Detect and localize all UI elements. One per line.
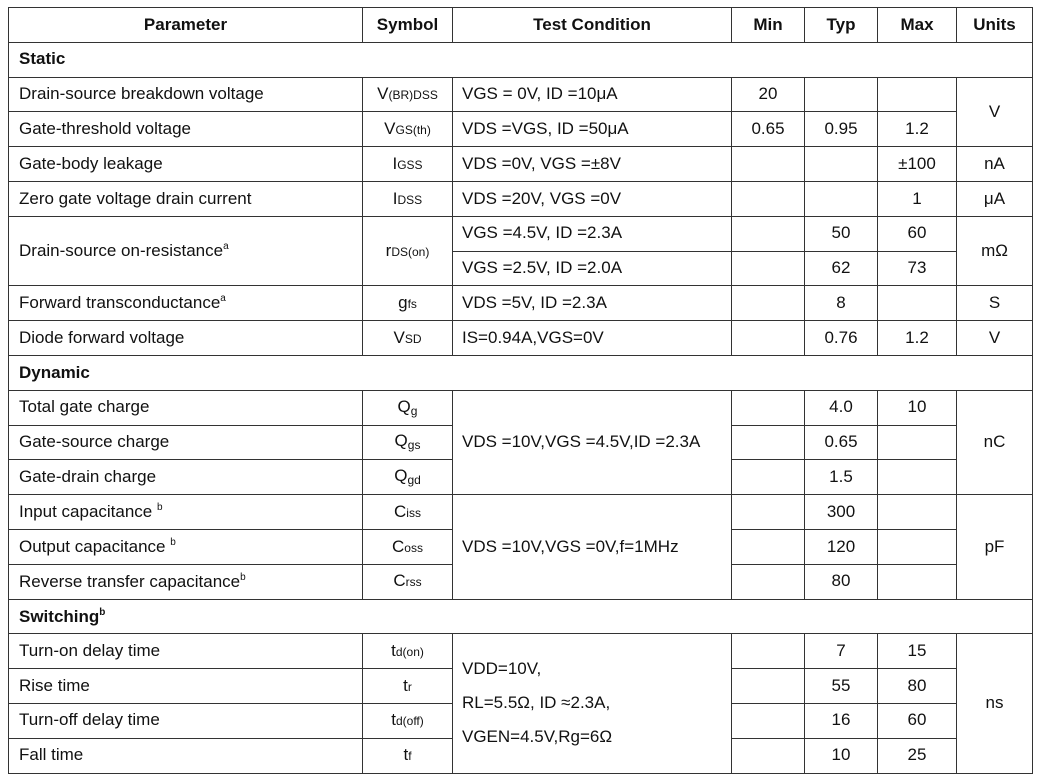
footnote-marker: b	[240, 571, 246, 583]
max-cell	[878, 425, 957, 460]
typ-cell: 4.0	[805, 390, 878, 425]
symbol-sub: DS(on)	[391, 244, 430, 259]
section-row	[9, 599, 1033, 634]
table-row	[9, 634, 1033, 669]
table-row	[9, 181, 1033, 216]
min-cell	[732, 425, 805, 460]
condition-cell: VDS =5V, ID =2.3A	[453, 286, 732, 321]
condition-cell: IS=0.94A,VGS=0V	[453, 321, 732, 356]
max-cell: 15	[878, 634, 957, 669]
param-cell	[9, 495, 363, 530]
symbol-cell	[363, 77, 453, 112]
max-cell	[878, 77, 957, 112]
header-parameter: Parameter	[9, 8, 363, 43]
footnote-marker: b	[170, 537, 176, 548]
header-max: Max	[878, 8, 957, 43]
param-cell: Diode forward voltage	[9, 321, 363, 356]
min-cell	[732, 634, 805, 669]
condition-cell: VGS =2.5V, ID =2.0A	[453, 251, 732, 286]
symbol-cell	[363, 286, 453, 321]
param-cell: Turn-on delay time	[9, 634, 363, 669]
symbol-main: Q	[394, 466, 408, 486]
table-row	[9, 495, 1033, 530]
param-text: Input capacitance	[19, 502, 153, 522]
symbol-main: V	[377, 84, 389, 104]
symbol-cell	[363, 495, 453, 530]
symbol-cell	[363, 181, 453, 216]
unit-cell: nC	[957, 390, 1033, 494]
typ-cell: 1.5	[805, 460, 878, 495]
unit-cell: μA	[957, 181, 1033, 216]
max-cell	[878, 495, 957, 530]
header-units: Units	[957, 8, 1033, 43]
max-cell: 1.2	[878, 112, 957, 147]
condition-line: VDD=10V,	[462, 659, 542, 679]
symbol-cell	[363, 321, 453, 356]
typ-cell	[805, 77, 878, 112]
max-cell: 80	[878, 669, 957, 704]
param-cell	[9, 286, 363, 321]
symbol-sub: d(off)	[395, 714, 424, 729]
max-cell: 60	[878, 703, 957, 738]
symbol-main: Q	[394, 431, 408, 451]
symbol-main: C	[392, 536, 405, 556]
min-cell	[732, 147, 805, 182]
param-text: Output capacitance	[19, 537, 166, 556]
table-row	[9, 147, 1033, 182]
footnote-marker: b	[157, 502, 163, 514]
param-cell: Fall time	[9, 738, 363, 773]
section-switching	[9, 599, 1033, 634]
symbol-sub: iss	[406, 505, 421, 520]
typ-cell	[805, 181, 878, 216]
symbol-sub: g	[410, 403, 418, 418]
unit-cell: nA	[957, 147, 1033, 182]
max-cell	[878, 529, 957, 564]
condition-cell: VDS =10V,VGS =0V,f=1MHz	[453, 495, 732, 599]
symbol-sub: rss	[405, 575, 422, 590]
min-cell	[732, 460, 805, 495]
min-cell	[732, 390, 805, 425]
max-cell: 1.2	[878, 321, 957, 356]
max-cell	[878, 286, 957, 321]
symbol-main: I	[392, 153, 398, 173]
condition-line: VGEN=4.5V,Rg=6Ω	[462, 727, 613, 747]
symbol-main: r	[385, 240, 392, 260]
symbol-main: t	[391, 710, 396, 730]
table-row	[9, 77, 1033, 112]
table-row	[9, 112, 1033, 147]
symbol-cell	[363, 390, 453, 425]
condition-cell: VDS =VGS, ID =50μA	[453, 112, 732, 147]
section-row	[9, 355, 1033, 390]
symbol-main: g	[398, 292, 408, 312]
unit-cell: V	[957, 77, 1033, 147]
section-dynamic: Dynamic	[9, 355, 1033, 390]
typ-cell: 300	[805, 495, 878, 530]
symbol-cell	[363, 425, 453, 460]
symbol-cell	[363, 564, 453, 599]
condition-cell: VGS =4.5V, ID =2.3A	[453, 216, 732, 251]
condition-cell: VDS =20V, VGS =0V	[453, 181, 732, 216]
symbol-sub: d(on)	[395, 644, 424, 659]
symbol-sub: DSS	[397, 192, 423, 207]
typ-cell: 7	[805, 634, 878, 669]
max-cell	[878, 564, 957, 599]
typ-cell: 0.65	[805, 425, 878, 460]
min-cell	[732, 251, 805, 286]
min-cell	[732, 564, 805, 599]
symbol-sub: f	[408, 749, 412, 764]
param-text: Drain-source on-resistance	[19, 241, 224, 261]
symbol-sub: r	[407, 679, 412, 694]
param-cell: Gate-body leakage	[9, 147, 363, 182]
param-cell: Zero gate voltage drain current	[9, 181, 363, 216]
spec-table	[8, 7, 1033, 774]
unit-cell: pF	[957, 495, 1033, 599]
symbol-main: V	[384, 118, 396, 138]
section-row	[9, 42, 1033, 77]
max-cell: 1	[878, 181, 957, 216]
min-cell	[732, 529, 805, 564]
param-cell: Total gate charge	[9, 390, 363, 425]
typ-cell: 8	[805, 286, 878, 321]
unit-cell: ns	[957, 634, 1033, 773]
typ-cell: 0.95	[805, 112, 878, 147]
symbol-cell	[363, 460, 453, 495]
min-cell	[732, 321, 805, 356]
param-cell: Turn-off delay time	[9, 703, 363, 738]
param-cell	[9, 529, 363, 564]
symbol-sub: fs	[407, 296, 417, 311]
min-cell: 0.65	[732, 112, 805, 147]
header-symbol: Symbol	[363, 8, 453, 43]
param-cell: Gate-source charge	[9, 425, 363, 460]
param-text: Reverse transfer capacitance	[19, 571, 241, 591]
min-cell	[732, 703, 805, 738]
condition-cell: VDS =10V,VGS =4.5V,ID =2.3A	[453, 390, 732, 494]
param-cell: Drain-source breakdown voltage	[9, 77, 363, 112]
param-cell: Gate-drain charge	[9, 460, 363, 495]
condition-line: RL=5.5Ω, ID ≈2.3A,	[462, 693, 611, 713]
section-static: Static	[9, 42, 1033, 77]
typ-cell	[805, 147, 878, 182]
symbol-cell	[363, 147, 453, 182]
symbol-main: Q	[397, 396, 411, 416]
unit-cell: S	[957, 286, 1033, 321]
symbol-main: V	[393, 327, 405, 347]
max-cell: 60	[878, 216, 957, 251]
header-min: Min	[732, 8, 805, 43]
param-cell: Gate-threshold voltage	[9, 112, 363, 147]
symbol-main: C	[394, 501, 407, 521]
symbol-sub: gs	[407, 438, 421, 453]
symbol-cell	[363, 703, 453, 738]
param-cell	[9, 216, 363, 286]
min-cell	[732, 216, 805, 251]
min-cell	[732, 738, 805, 773]
footnote-marker: a	[220, 293, 226, 305]
symbol-sub: GS(th)	[395, 122, 431, 137]
symbol-sub: gd	[407, 473, 421, 488]
section-title: Switching	[19, 606, 100, 626]
footnote-marker: a	[223, 241, 229, 253]
table-row	[9, 390, 1033, 425]
symbol-sub: (BR)DSS	[388, 88, 438, 103]
typ-cell: 55	[805, 669, 878, 704]
unit-cell: mΩ	[957, 216, 1033, 286]
symbol-main: t	[403, 675, 408, 695]
symbol-main: t	[391, 640, 396, 660]
symbol-cell	[363, 669, 453, 704]
max-cell: ±100	[878, 147, 957, 182]
min-cell	[732, 286, 805, 321]
symbol-cell	[363, 112, 453, 147]
max-cell: 10	[878, 390, 957, 425]
symbol-cell	[363, 634, 453, 669]
min-cell	[732, 495, 805, 530]
typ-cell: 16	[805, 703, 878, 738]
unit-cell: V	[957, 321, 1033, 356]
symbol-cell	[363, 216, 453, 286]
param-cell	[9, 564, 363, 599]
symbol-main: C	[393, 571, 406, 591]
typ-cell: 120	[805, 529, 878, 564]
min-cell	[732, 181, 805, 216]
symbol-sub: SD	[404, 331, 422, 346]
min-cell: 20	[732, 77, 805, 112]
header-row	[9, 8, 1033, 43]
typ-cell: 50	[805, 216, 878, 251]
table-row	[9, 321, 1033, 356]
param-cell: Rise time	[9, 669, 363, 704]
header-condition: Test Condition	[453, 8, 732, 43]
typ-cell: 62	[805, 251, 878, 286]
header-typ: Typ	[805, 8, 878, 43]
table-row	[9, 286, 1033, 321]
max-cell	[878, 460, 957, 495]
condition-cell	[453, 634, 732, 773]
max-cell: 73	[878, 251, 957, 286]
symbol-cell	[363, 529, 453, 564]
symbol-main: I	[392, 188, 398, 208]
typ-cell: 10	[805, 738, 878, 773]
param-text: Forward transconductance	[19, 293, 221, 313]
symbol-sub: oss	[404, 540, 423, 555]
typ-cell: 0.76	[805, 321, 878, 356]
typ-cell: 80	[805, 564, 878, 599]
symbol-cell	[363, 738, 453, 773]
condition-cell: VDS =0V, VGS =±8V	[453, 147, 732, 182]
condition-cell: VGS = 0V, ID =10μA	[453, 77, 732, 112]
min-cell	[732, 669, 805, 704]
footnote-marker: b	[99, 606, 106, 618]
max-cell: 25	[878, 738, 957, 773]
table-row	[9, 216, 1033, 251]
symbol-sub: GSS	[397, 157, 423, 172]
symbol-main: t	[403, 745, 409, 765]
